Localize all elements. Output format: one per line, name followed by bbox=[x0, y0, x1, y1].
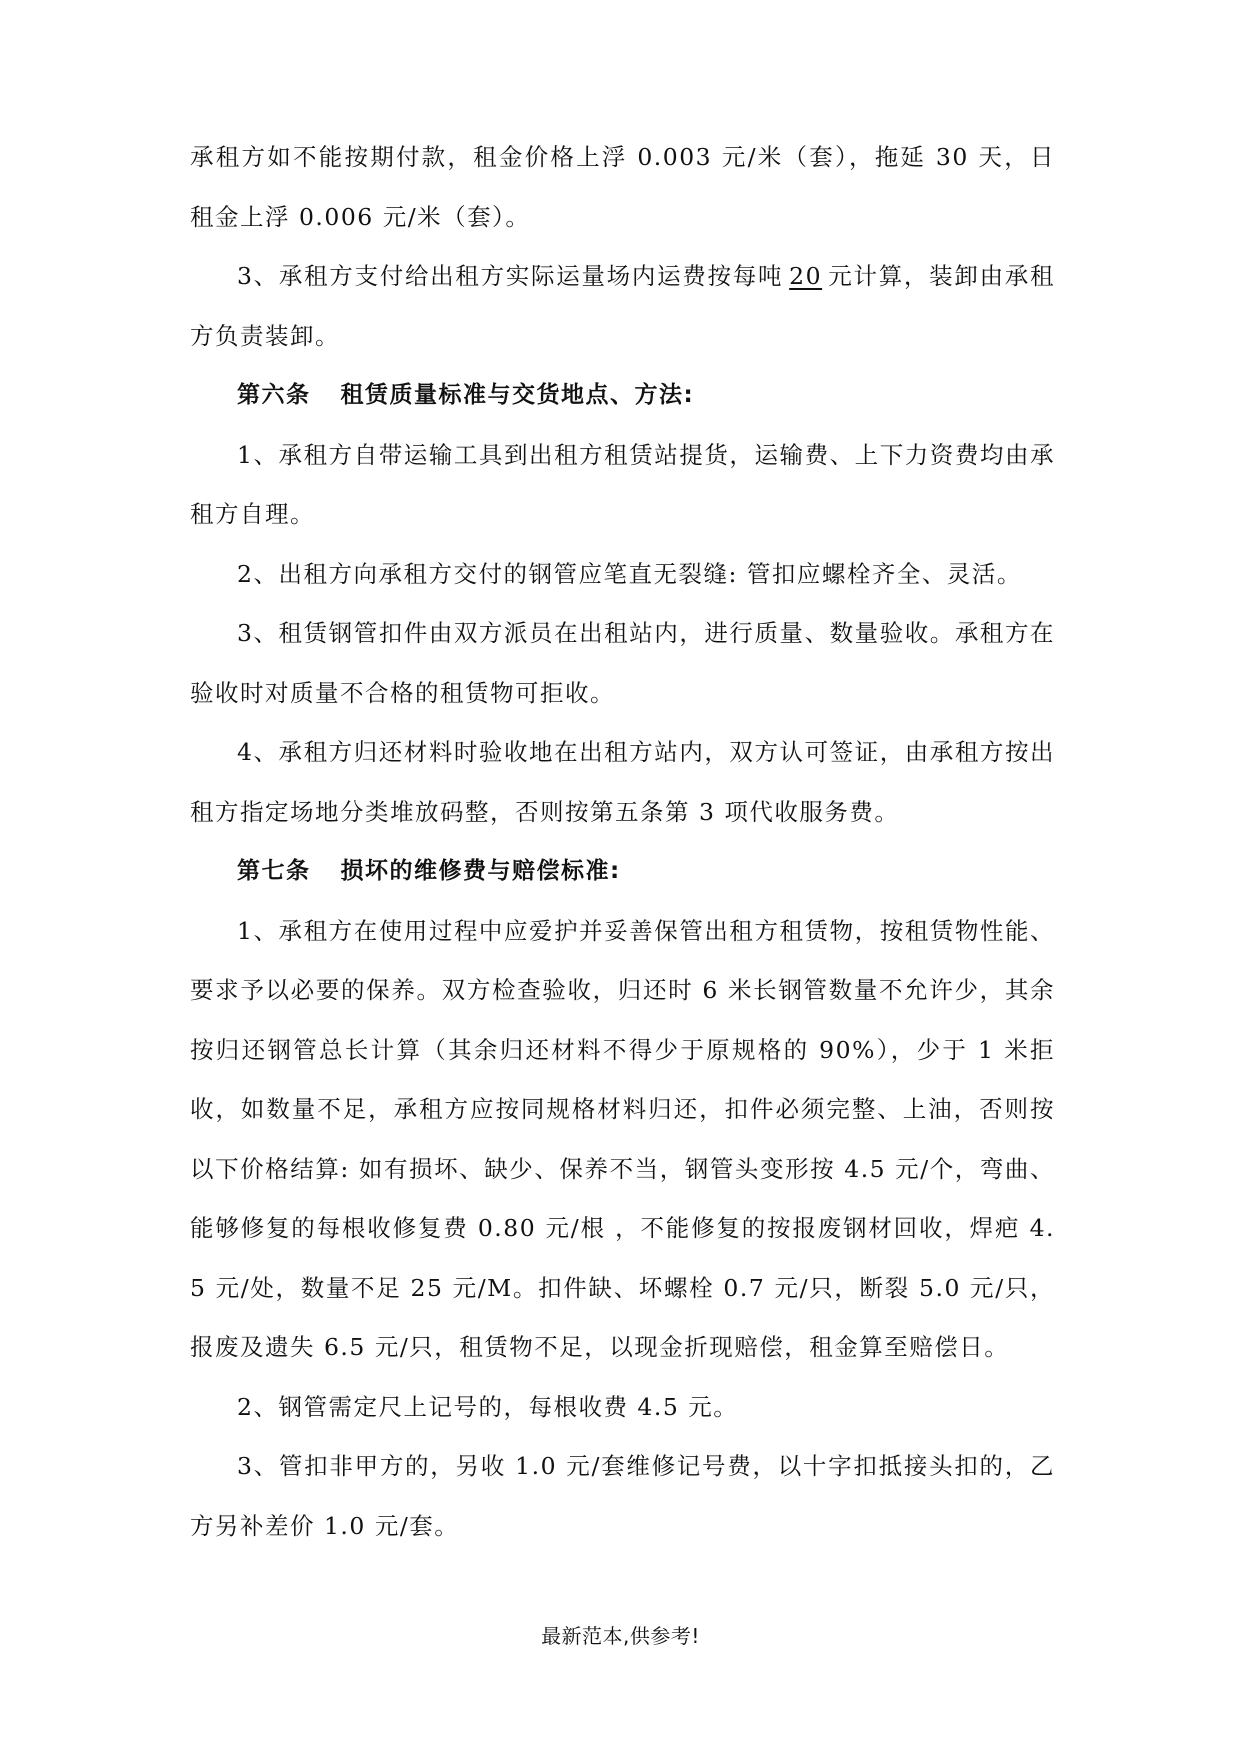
section-heading-article-6 bbox=[190, 366, 1055, 426]
document-body bbox=[190, 128, 1055, 1556]
paragraph-article-7-item-2: 2、钢管需定尺上记号的，每根收费 4.5 元。 bbox=[237, 1392, 739, 1421]
page-footer: 最新范本,供参考! bbox=[541, 1624, 700, 1648]
paragraph-article-6-item-2: 2、出租方向承租方交付的钢管应笔直无裂缝: 管扣应螺栓齐全、灵活。 bbox=[237, 559, 1022, 588]
paragraph-article-7-item-1: 1、承租方在使用过程中应爱护并妥善保管出租方租赁物，按租赁物性能、要求予以必要的保养。双方检查验收，归还时 6 米长钢管数量不允许少，其余按归还钢管总长计算（其余归还材料不得少于原规格的 90%），少于 1 米拒收，如数量不足，承租方应按同规格材料归还，扣件必须完整、上油，否则按以下价格结算: 如有损坏、缺少、保养不当，钢管头变形按 4.5 元/个，弯曲、能够修复的每根收修复费 0.80 元/根 ，不能修复的按报废钢材回收，焊疤 4.5 元/处，数量不足 25 元/M。扣件缺、坏螺栓 0.7 元/只，断裂 5.0 元/只，报废及遗失 6.5 元/只，租赁物不足，以现金折现赔偿，租金算至赔偿日。 bbox=[190, 916, 1055, 1361]
section-heading-article-7 bbox=[190, 842, 1055, 902]
transport-fee-text-after: 元计算，装卸由承租方负责装卸。 bbox=[190, 262, 1056, 350]
article-7-title: 损坏的维修费与赔偿标准: bbox=[340, 858, 621, 884]
transport-fee-blank-value: 20 bbox=[789, 262, 823, 290]
article-7-number: 第七条 bbox=[237, 858, 311, 884]
paragraph-late-payment: 承租方如不能按期付款，租金价格上浮 0.003 元/米（套），拖延 30 天，日租金上浮 0.006 元/米（套）。 bbox=[190, 143, 1055, 231]
paragraph-article-6-item-3: 3、租赁钢管扣件由双方派员在出租站内，进行质量、数量验收。承租方在验收时对质量不合格的租赁物可拒收。 bbox=[190, 619, 1055, 707]
transport-fee-text-before: 3、承租方支付给出租方实际运量场内运费按每吨 bbox=[237, 262, 784, 290]
paragraph-transport-fee bbox=[190, 247, 1055, 366]
paragraph-article-7-item-3: 3、管扣非甲方的，另收 1.0 元/套维修记号费，以十字扣抵接头扣的，乙方另补差价 1.0 元/套。 bbox=[190, 1452, 1055, 1540]
paragraph-article-6-item-1: 1、承租方自带运输工具到出租方租赁站提货，运输费、上下力资费均由承租方自理。 bbox=[190, 440, 1055, 528]
article-6-title: 租赁质量标准与交货地点、方法: bbox=[340, 382, 695, 408]
article-6-number: 第六条 bbox=[237, 382, 311, 408]
paragraph-article-6-item-4: 4、承租方归还材料时验收地在出租方站内，双方认可签证，由承租方按出租方指定场地分类堆放码整，否则按第五条第 3 项代收服务费。 bbox=[190, 738, 1055, 826]
